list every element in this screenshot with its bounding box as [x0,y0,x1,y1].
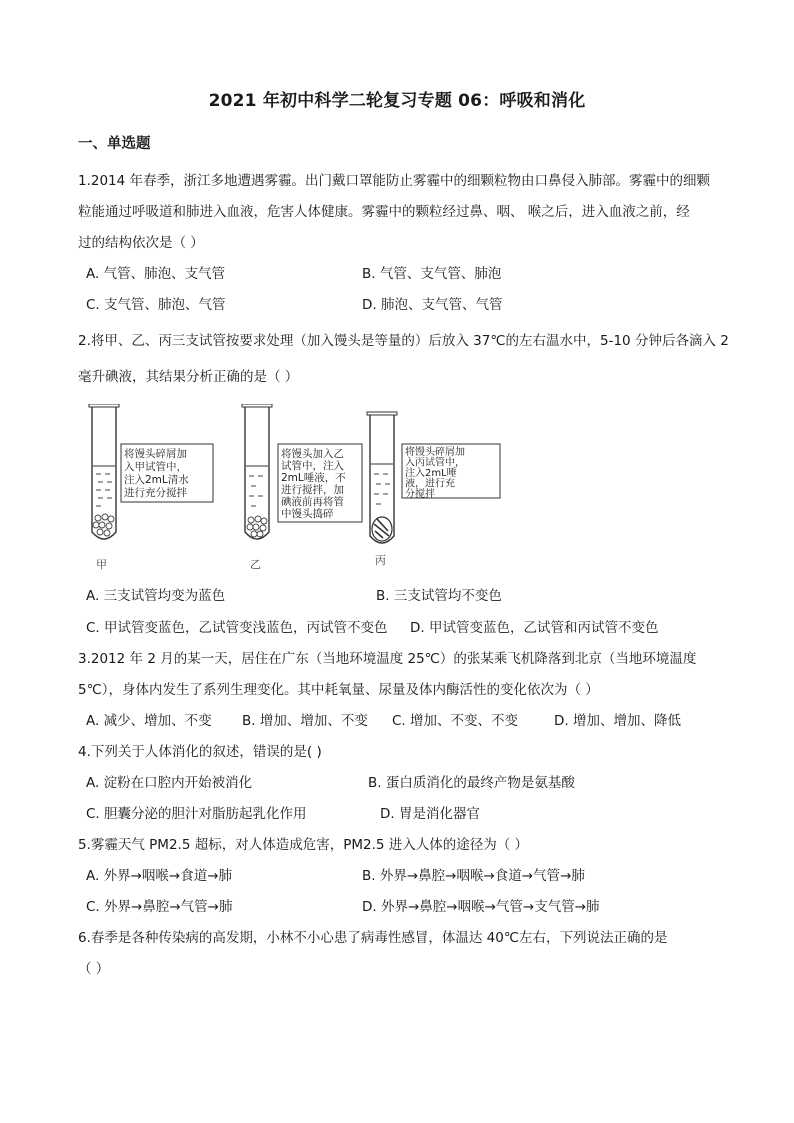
bing-desc-line-4: 液，进行充 [405,478,455,490]
bing-desc-line-2: 入丙试管中， [405,457,465,469]
question-1-line-3: 过的结构依次是（ ） [78,235,204,251]
question-1-option-c: C. 支气管、肺泡、气管 [86,297,226,313]
page-title: 2021 年初中科学二轮复习专题 06：呼吸和消化 [208,91,586,111]
bing-desc-line-5: 分搅拌 [405,489,435,500]
question-2-option-d: D. 甲试管变蓝色，乙试管和丙试管不变色 [410,620,659,636]
question-1-option-a: A. 气管、肺泡、支气管 [86,266,226,282]
bread-chunk-icon [372,517,392,541]
question-3-option-a: A. 减少、增加、不变 [86,713,212,729]
question-5-option-b: B. 外界→鼻腔→咽喉→食道→气管→肺 [362,868,585,884]
question-3-option-c: C. 增加、不变、不变 [392,713,519,729]
question-5-option-d: D. 外界→鼻腔→咽喉→气管→支气管→肺 [362,899,600,915]
question-2-option-b: B. 三支试管均不变色 [376,588,502,604]
question-1-option-b: B. 气管、支气管、肺泡 [362,266,502,282]
yi-desc-line-1: 将馒头加入乙 [281,448,344,460]
jia-desc-line-3: 注入2mL清水 [124,474,189,486]
question-1-line-2: 粒能通过呼吸道和肺进入血液，危害人体健康。雾霾中的颗粒经过鼻、咽、 喉之后，进入血液之前，经 [78,204,690,220]
yi-desc-line-4: 进行搅拌，加 [281,484,344,496]
question-5-line-1: 5.雾霾天气 PM2.5 超标，对人体造成危害，PM2.5 进入人体的途径为（ ） [78,837,529,853]
jia-desc-line-4: 进行充分搅拌 [124,487,187,499]
question-4-option-d: D. 胃是消化器官 [380,806,480,822]
question-1-option-d: D. 肺泡、支气管、气管 [362,297,503,313]
question-5-option-a: A. 外界→咽喉→食道→肺 [86,868,233,884]
section-heading: 一、单选题 [78,136,151,152]
question-3-line-1: 3.2012 年 2 月的某一天，居住在广东（当地环境温度 25℃）的张某乘飞机降落到北京（当地环境温度 [78,651,697,667]
tube-label-jia: 甲 [96,558,107,571]
question-5-option-c: C. 外界→鼻腔→气管→肺 [86,899,233,915]
question-6-line-1: 6.春季是各种传染病的高发期，小林不小心患了病毒性感冒，体温达 40℃左右，下列说法正确的是 [78,930,668,946]
question-2-option-a: A. 三支试管均变为蓝色 [86,588,226,604]
question-4-line-1: 4.下列关于人体消化的叙述，错误的是( ) [78,744,322,760]
bing-desc-line-3: 注入2mL唾 [405,468,457,479]
question-2-line-1: 2.将甲、乙、丙三支试管按要求处理（加入馒头是等量的）后放入 37℃的左右温水中，5-10 分钟后各滴入 2 [78,333,729,349]
question-2-option-c: C. 甲试管变蓝色，乙试管变浅蓝色，丙试管不变色 [86,620,388,636]
test-tube-figure [82,404,512,574]
yi-desc-line-2: 试管中，注入 [281,460,344,472]
question-3-line-2: 5℃），身体内发生了系列生理变化。其中耗氧量、尿量及体内酶活性的变化依次为（ ） [78,682,599,698]
tube-label-yi: 乙 [250,558,261,571]
bing-desc-line-1: 将馒头碎屑加 [405,447,465,458]
tube-label-bing: 丙 [375,554,386,567]
question-2-line-2: 毫升碘液，其结果分析正确的是（ ） [78,369,299,385]
yi-desc-line-6: 中馒头捣碎 [281,508,334,520]
question-1-line-1: 1.2014 年春季，浙江多地遭遇雾霾。出门戴口罩能防止雾霾中的细颗粒物由口鼻侵入肺部。雾霾中的细颗 [78,173,711,189]
question-3-option-b: B. 增加、增加、不变 [242,713,368,729]
yi-desc-line-5: 碘液前再将管 [281,496,344,508]
question-3-option-d: D. 增加、增加、降低 [554,713,681,729]
question-4-option-c: C. 胆囊分泌的胆汁对脂肪起乳化作用 [86,806,307,822]
question-4-option-a: A. 淀粉在口腔内开始被消化 [86,775,253,791]
yi-desc-line-3: 2mL唾液，不 [281,472,346,484]
jia-desc-line-1: 将馒头碎屑加 [124,448,187,460]
question-4-option-b: B. 蛋白质消化的最终产物是氨基酸 [368,775,575,791]
question-6-line-2: （ ） [78,961,110,977]
jia-desc-line-2: 入甲试管中， [124,461,187,473]
